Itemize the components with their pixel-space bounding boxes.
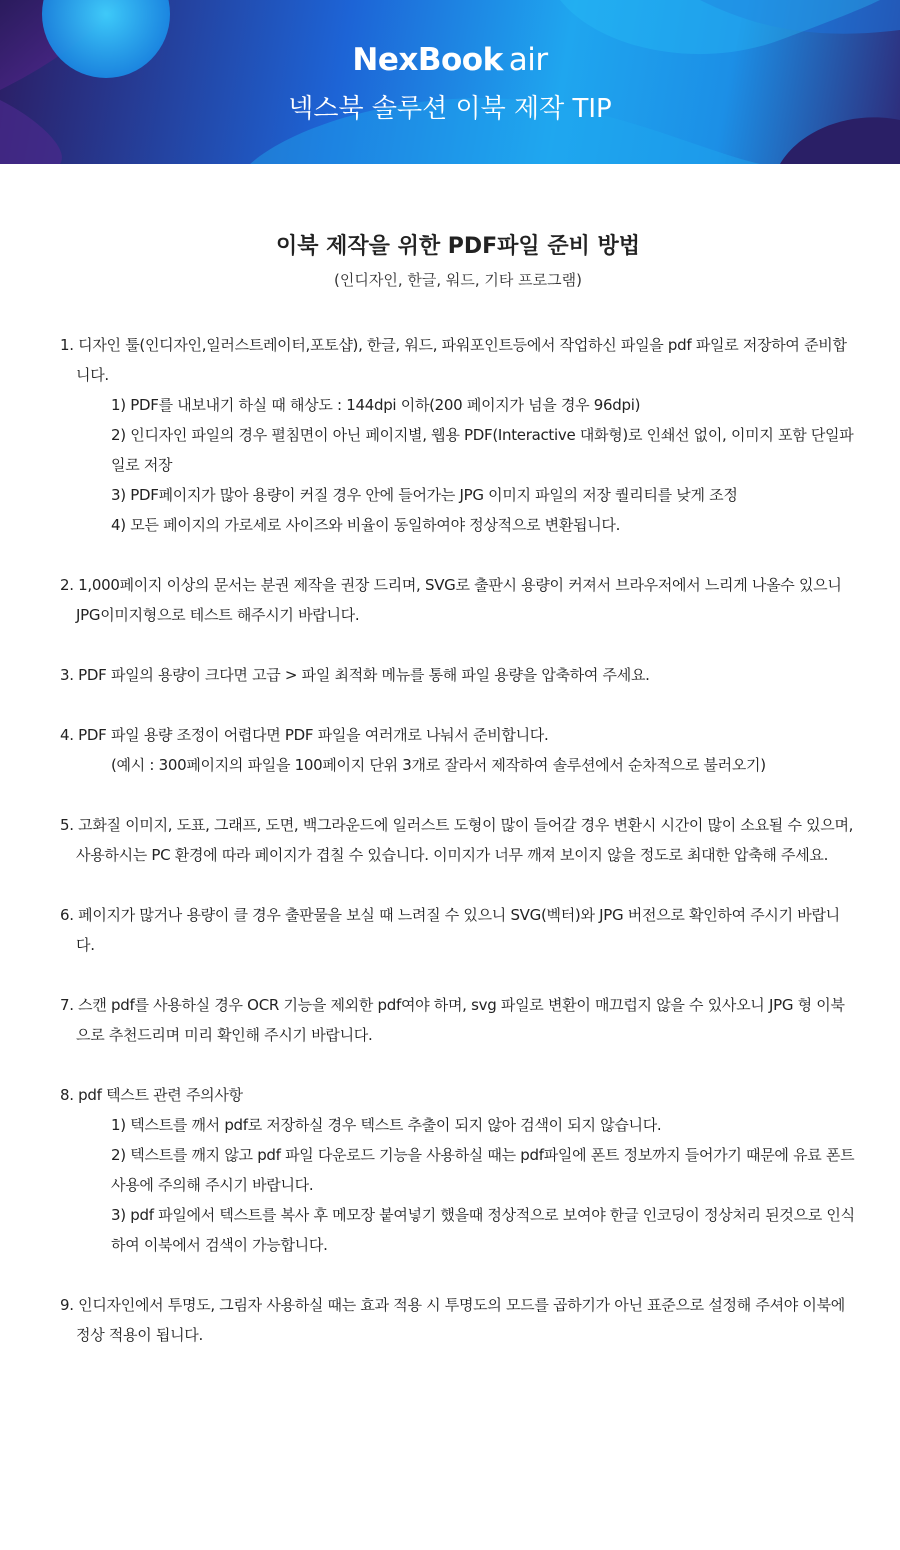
tip-sub-list [60, 390, 856, 540]
tip-subitem: 2) 텍스트를 깨지 않고 pdf 파일 다운로드 기능을 사용하실 때는 pdf파일에 폰트 정보까지 들어가기 때문에 유료 폰트사용에 주의해 주시기 바랍니다. [111, 1146, 855, 1194]
tip-subitem: 3) PDF페이지가 많아 용량이 커질 경우 안에 들어가는 JPG 이미지 파일의 저장 퀄리티를 낮게 조정 [111, 486, 738, 504]
tip-text: 4. PDF 파일 용량 조정이 어렵다면 PDF 파일을 여러개로 나눠서 준비합니다. [60, 726, 549, 744]
banner-background-shapes [0, 0, 900, 164]
tip-subitem: (예시 : 300페이지의 파일을 100페이지 단위 3개로 잘라서 제작하여 솔루션에서 순차적으로 불러오기) [111, 756, 766, 774]
tip-item-1 [60, 330, 856, 540]
tip-subitem: 1) PDF를 내보내기 하실 때 해상도 : 144dpi 이하(200 페이지가 넘을 경우 96dpi) [111, 396, 641, 414]
nexbook-air-logo [0, 42, 900, 78]
tip-text: 1. 디자인 툴(인디자인,일러스트레이터,포토샵), 한글, 워드, 파워포인트등에서 작업하신 파일을 pdf 파일로 저장하여 준비합니다. [60, 336, 847, 384]
main-content [0, 232, 900, 1350]
tip-sub-list [60, 750, 856, 780]
tip-text: 3. PDF 파일의 용량이 크다면 고급 > 파일 최적화 메뉴를 통해 파일 용량을 압축하여 주세요. [60, 666, 650, 684]
tip-text: 6. 페이지가 많거나 용량이 클 경우 출판물을 보실 때 느려질 수 있으니 SVG(벡터)와 JPG 버전으로 확인하여 주시기 바랍니다. [60, 906, 840, 954]
page-subtitle: (인디자인, 한글, 워드, 기타 프로그램) [334, 271, 582, 289]
tip-item-7 [60, 990, 856, 1050]
tip-text: 2. 1,000페이지 이상의 문서는 분권 제작을 권장 드리며, SVG로 출판시 용량이 커져서 브라우저에서 느리게 나올수 있으니 JPG이미지형으로 테스트 해주시기 바랍니다. [60, 576, 842, 624]
tip-item-4 [60, 720, 856, 780]
header-banner [0, 0, 900, 164]
tip-subitem: 2) 인디자인 파일의 경우 펼침면이 아닌 페이지별, 웹용 PDF(Interactive 대화형)로 인쇄선 없이, 이미지 포함 단일파일로 저장 [111, 426, 854, 474]
tip-subitem: 3) pdf 파일에서 텍스트를 복사 후 메모장 붙여넣기 했을때 정상적으로 보여야 한글 인코딩이 정상처리 된것으로 인식하여 이북에서 검색이 가능합니다. [111, 1206, 855, 1254]
tip-text: 8. pdf 텍스트 관련 주의사항 [60, 1086, 243, 1104]
tip-text: 9. 인디자인에서 투명도, 그림자 사용하실 때는 효과 적용 시 투명도의 모드를 곱하기가 아닌 표준으로 설정해 주셔야 이북에 정상 적용이 됩니다. [60, 1296, 845, 1344]
tip-item-6 [60, 900, 856, 960]
tip-item-5 [60, 810, 856, 870]
banner-title: 넥스북 솔루션 이북 제작 TIP [288, 94, 612, 124]
tip-text: 7. 스캔 pdf를 사용하실 경우 OCR 기능을 제외한 pdf여야 하며, svg 파일로 변환이 매끄럽지 않을 수 있사오니 JPG 형 이북으로 추천드리며 미리 확인해 주시기 바랍니다. [60, 996, 845, 1044]
tip-item-8 [60, 1080, 856, 1260]
tip-sub-list [60, 1110, 856, 1260]
tip-text: 5. 고화질 이미지, 도표, 그래프, 도면, 백그라운드에 일러스트 도형이 많이 들어갈 경우 변환시 시간이 많이 소요될 수 있으며, 사용하시는 PC 환경에 따라 페이지가 겹칠 수 있습니다. 이미지가 너무 깨져 보이지 않을 정도로 최대한 압축해 주세요. [60, 816, 854, 864]
tip-subitem: 4) 모든 페이지의 가로세로 사이즈와 비율이 동일하여야 정상적으로 변환됩니다. [111, 516, 621, 534]
logo-brand: NexBook [352, 42, 503, 78]
page-title: 이북 제작을 위한 PDF파일 준비 방법 [276, 234, 640, 259]
tip-item-9 [60, 1290, 856, 1350]
tips-list [60, 330, 856, 1350]
tip-item-3 [60, 660, 856, 690]
logo-suffix: air [508, 42, 548, 78]
tip-item-2 [60, 570, 856, 630]
tip-subitem: 1) 텍스트를 깨서 pdf로 저장하실 경우 텍스트 추출이 되지 않아 검색이 되지 않습니다. [111, 1116, 662, 1134]
